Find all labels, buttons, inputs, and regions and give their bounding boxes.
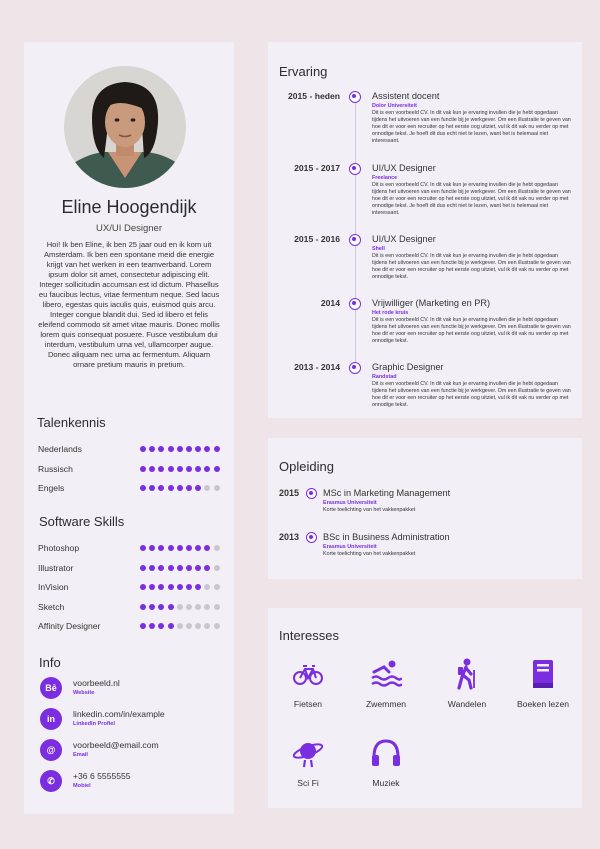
experience-org: Shell	[372, 246, 385, 252]
info-row-website[interactable]	[40, 677, 230, 703]
education-date: 2015	[279, 488, 300, 498]
linkedin-icon: in	[40, 708, 62, 730]
languages-row	[38, 464, 228, 476]
rating-dot-filled	[195, 584, 201, 590]
interest-label: Sci Fi	[297, 778, 319, 788]
rating-dot-filled	[149, 446, 155, 452]
experience-title: Ervaring	[279, 64, 328, 79]
interests-title: Interesses	[279, 628, 339, 643]
experience-date: 2015 - heden	[287, 91, 340, 101]
rating-dot-filled	[204, 545, 210, 551]
rating-dot-empty	[214, 623, 220, 629]
hiking-icon	[451, 658, 483, 690]
bicycle-icon	[292, 658, 324, 690]
education-date: 2013	[279, 532, 300, 542]
software-row	[38, 621, 228, 633]
experience-role: UI/UX Designer	[372, 234, 436, 244]
at-icon: @	[40, 739, 62, 761]
rating-dot-filled	[195, 545, 201, 551]
rating-dot-filled	[177, 485, 183, 491]
rating-dot-filled	[168, 565, 174, 571]
experience-desc: Dit is een voorbeeld CV. In dit vak kun je ervaring invullen die je hebt opgedaan tijdens het uitvoeren van een functie bij je werkgever. Om een illustratie te geven van hoe dit er voor een recruiter op het eerste oog uitziet, vul ik dit vak nu verder op met onnodige tekst.	[372, 253, 571, 281]
rating-dot-filled	[186, 446, 192, 452]
interest-label: Fietsen	[293, 699, 323, 709]
info-label: LinkedIn Profiel	[73, 721, 115, 727]
education-desc: Korte toelichting van het vakkenpakket	[323, 507, 416, 513]
timeline-marker	[306, 532, 317, 543]
rating-dot-empty	[195, 604, 201, 610]
swimming-icon	[370, 658, 402, 690]
experience-date: 2015 - 2017	[294, 163, 340, 173]
interest-label: Zwemmen	[365, 699, 407, 709]
behance-icon: Bē	[40, 677, 62, 699]
timeline-marker	[349, 163, 361, 175]
timeline-line	[355, 310, 356, 362]
rating-dot-filled	[140, 545, 146, 551]
profile-panel	[24, 42, 234, 814]
education-degree: BSc in Business Administration	[323, 532, 450, 542]
rating-dot-filled	[158, 565, 164, 571]
rating-dot-filled	[158, 466, 164, 472]
rating-dot-filled	[177, 446, 183, 452]
rating-dot-filled	[204, 446, 210, 452]
software-label: Photoshop	[38, 543, 80, 553]
experience-desc: Dit is een voorbeeld CV. In dit vak kun je ervaring invullen die je hebt opgedaan tijdens het uitvoeren van een functie bij je werkgever. Om een illustratie te geven van hoe dit er voor een recruiter op het eerste oog uitziet, vul ik dit vak nu verder op met onnodige tekst. Je hoeft dit dus echt niet te lezen, want het is helemaal niet interessant.	[372, 182, 571, 217]
interests-panel	[268, 608, 582, 808]
languages-label: Russisch	[38, 463, 73, 474]
profile-name: Eline Hoogendijk	[61, 197, 197, 217]
rating-dot-filled	[140, 446, 146, 452]
rating-dot-filled	[158, 623, 164, 629]
rating-dot-empty	[177, 604, 183, 610]
info-value[interactable]: linkedin.com/in/example	[73, 709, 165, 719]
experience-role: Graphic Designer	[372, 362, 444, 372]
rating-dot-filled	[168, 623, 174, 629]
portrait-image	[64, 66, 186, 188]
rating-dot-empty	[204, 623, 210, 629]
experience-role: Vrijwilliger (Marketing en PR)	[372, 298, 491, 308]
software-row	[38, 602, 228, 614]
interest-label: Muziek	[372, 778, 400, 788]
rating-dot-filled	[195, 565, 201, 571]
education-title: Opleiding	[279, 459, 334, 474]
info-label: Website	[73, 690, 95, 696]
rating-dot-filled	[140, 466, 146, 472]
rating-dot-filled	[186, 545, 192, 551]
rating-dot-filled	[158, 584, 164, 590]
rating-dot-empty	[214, 485, 220, 491]
phone-icon: ✆	[40, 770, 62, 792]
rating-dot-filled	[168, 466, 174, 472]
languages-label: Nederlands	[38, 444, 82, 454]
rating-dot-filled	[168, 545, 174, 551]
rating-dot-filled	[158, 446, 164, 452]
rating-dot-filled	[195, 446, 201, 452]
rating-dot-filled	[177, 545, 183, 551]
rating-dot-filled	[195, 485, 201, 491]
timeline-marker	[349, 234, 361, 246]
headphones-icon	[370, 737, 402, 769]
info-title: Info	[39, 655, 61, 670]
rating-dot-empty	[177, 623, 183, 629]
experience-org: Randstad	[372, 374, 397, 380]
rating-dot-filled	[186, 466, 192, 472]
rating-dot-filled	[140, 485, 146, 491]
experience-date: 2013 - 2014	[294, 362, 340, 372]
software-label: Affinity Designer	[38, 621, 101, 631]
rating-dot-filled	[177, 565, 183, 571]
rating-dot-filled	[214, 466, 220, 472]
rating-dot-filled	[149, 466, 155, 472]
rating-dot-filled	[149, 545, 155, 551]
rating-dot-filled	[149, 565, 155, 571]
rating-dot-filled	[140, 604, 146, 610]
languages-row	[38, 483, 228, 495]
rating-dot-filled	[140, 623, 146, 629]
info-row-linkedin[interactable]	[40, 708, 230, 734]
experience-panel	[268, 42, 582, 418]
interest-fietsen	[270, 658, 346, 718]
education-org: Erasmus Universiteit	[323, 544, 377, 550]
experience-date: 2015 - 2016	[294, 234, 340, 244]
software-label: Sketch	[38, 601, 65, 612]
timeline-marker	[306, 488, 317, 499]
rating-dot-filled	[158, 485, 164, 491]
education-panel	[268, 438, 582, 579]
rating-dot-empty	[204, 485, 210, 491]
experience-org: Freelance	[372, 175, 398, 181]
rating-dot-empty	[214, 565, 220, 571]
rating-dot-empty	[204, 584, 210, 590]
info-row-email[interactable]	[40, 739, 230, 765]
interest-label: Boeken lezen	[516, 699, 570, 709]
timeline-marker	[349, 362, 361, 374]
profile-bio: Hoi! Ik ben Eline, ik ben 25 jaar oud en ik kom uit Amsterdam. Ik ben een spontane meid die energie krijgt van het werken in een teamverband. Lorem ipsum dolor sit amet, consectetur adipiscing elit. Integer sollicitudin accumsan est id dictum. Phasellus eu faucibus lectus, vitae fermentum neque. Sed lacus libero, egestas quis iaculis quis, euismod quis arcu. Integer congue blandit dui. Sed id libero et felis eleifend commodo sit amet vitae mauris. Donec mollis lorem quis consequat posuere. Fusce vestibulum dui interdum, vestibulum urna vel, ullamcorper augue. Donec aliquam nec urna ac fermentum. Aliquam ornare pretium mauris in pretium.	[38, 240, 220, 369]
profile-role: UX/UI Designer	[96, 223, 162, 234]
rating-dot-filled	[186, 485, 192, 491]
experience-desc: Dit is een voorbeeld CV. In dit vak kun je ervaring invullen die je hebt opgedaan tijdens het uitvoeren van een functie bij je werkgever. Om een illustratie te geven van hoe dit er voor een recruiter op het eerste oog uitziet, vul ik dit vak nu verder op met onnodige tekst.	[372, 317, 571, 345]
software-row	[38, 563, 228, 575]
software-row	[38, 582, 228, 594]
experience-desc: Dit is een voorbeeld CV. In dit vak kun je ervaring invullen die je hebt opgedaan tijdens het uitvoeren van een functie bij je werkgever. Om een illustratie te geven van hoe dit er voor een recruiter op het eerste oog uitziet, vul ik dit vak nu verder op met onnodige tekst.	[372, 381, 571, 409]
rating-dot-filled	[214, 446, 220, 452]
timeline-line	[355, 103, 356, 163]
interest-wandelen	[429, 658, 505, 718]
rating-dot-filled	[149, 485, 155, 491]
rating-dot-filled	[140, 584, 146, 590]
interest-sci-fi	[270, 737, 346, 797]
education-degree: MSc in Marketing Management	[323, 488, 451, 498]
rating-dot-empty	[214, 604, 220, 610]
experience-org: Dolor Universiteit	[372, 103, 417, 109]
rating-dot-filled	[158, 545, 164, 551]
rating-dot-filled	[168, 604, 174, 610]
planet-icon	[292, 737, 324, 769]
info-label: Email	[73, 752, 88, 758]
rating-dot-filled	[186, 584, 192, 590]
rating-dot-filled	[168, 446, 174, 452]
rating-dot-filled	[158, 604, 164, 610]
languages-label: Engels	[38, 483, 65, 493]
rating-dot-filled	[140, 565, 146, 571]
info-value[interactable]: voorbeeld@email.com	[73, 740, 159, 750]
info-label: Mobiel	[73, 783, 91, 789]
education-desc: Korte toelichting van het vakkenpakket	[323, 551, 416, 557]
interest-label: Wandelen	[447, 699, 487, 709]
education-org: Erasmus Universiteit	[323, 500, 377, 506]
rating-dot-empty	[195, 623, 201, 629]
languages-row	[38, 444, 228, 456]
timeline-marker	[349, 91, 361, 103]
interest-muziek	[348, 737, 424, 797]
experience-role: UI/UX Designer	[372, 163, 436, 173]
rating-dot-filled	[149, 604, 155, 610]
rating-dot-filled	[168, 584, 174, 590]
interest-boeken-lezen	[505, 658, 581, 718]
software-row	[38, 543, 228, 555]
book-icon	[527, 658, 559, 690]
rating-dot-empty	[186, 604, 192, 610]
software-label: InVision	[38, 582, 69, 592]
rating-dot-empty	[214, 545, 220, 551]
languages-title: Talenkennis	[37, 415, 106, 430]
software-label: Illustrator	[38, 562, 74, 573]
rating-dot-empty	[186, 623, 192, 629]
experience-role: Assistent docent	[372, 91, 440, 101]
info-value[interactable]: +36 6 5555555	[73, 771, 131, 781]
experience-org: Het rode kruis	[372, 310, 409, 316]
info-value[interactable]: voorbeeld.nl	[73, 678, 120, 688]
timeline-line	[355, 246, 356, 298]
timeline-line	[355, 175, 356, 234]
info-row-mobiel[interactable]	[40, 770, 230, 796]
rating-dot-empty	[214, 584, 220, 590]
rating-dot-filled	[204, 466, 210, 472]
rating-dot-filled	[195, 466, 201, 472]
rating-dot-filled	[149, 584, 155, 590]
rating-dot-filled	[177, 466, 183, 472]
rating-dot-filled	[186, 565, 192, 571]
rating-dot-filled	[177, 584, 183, 590]
rating-dot-filled	[149, 623, 155, 629]
experience-date: 2014	[320, 298, 340, 308]
rating-dot-filled	[204, 565, 210, 571]
avatar	[64, 66, 186, 188]
rating-dot-empty	[204, 604, 210, 610]
rating-dot-filled	[168, 485, 174, 491]
software-title: Software Skills	[39, 514, 125, 529]
experience-desc: Dit is een voorbeeld CV. In dit vak kun je ervaring invullen die je hebt opgedaan tijdens het uitvoeren van een functie bij je werkgever. Om een illustratie te geven van hoe dit er voor een recruiter op het eerste oog uitziet, vul ik dit vak nu verder op met onnodige tekst. Je hoeft dit dus echt niet te lezen, want het is helemaal niet interessant.	[372, 110, 571, 145]
interest-zwemmen	[348, 658, 424, 718]
timeline-marker	[349, 298, 361, 310]
